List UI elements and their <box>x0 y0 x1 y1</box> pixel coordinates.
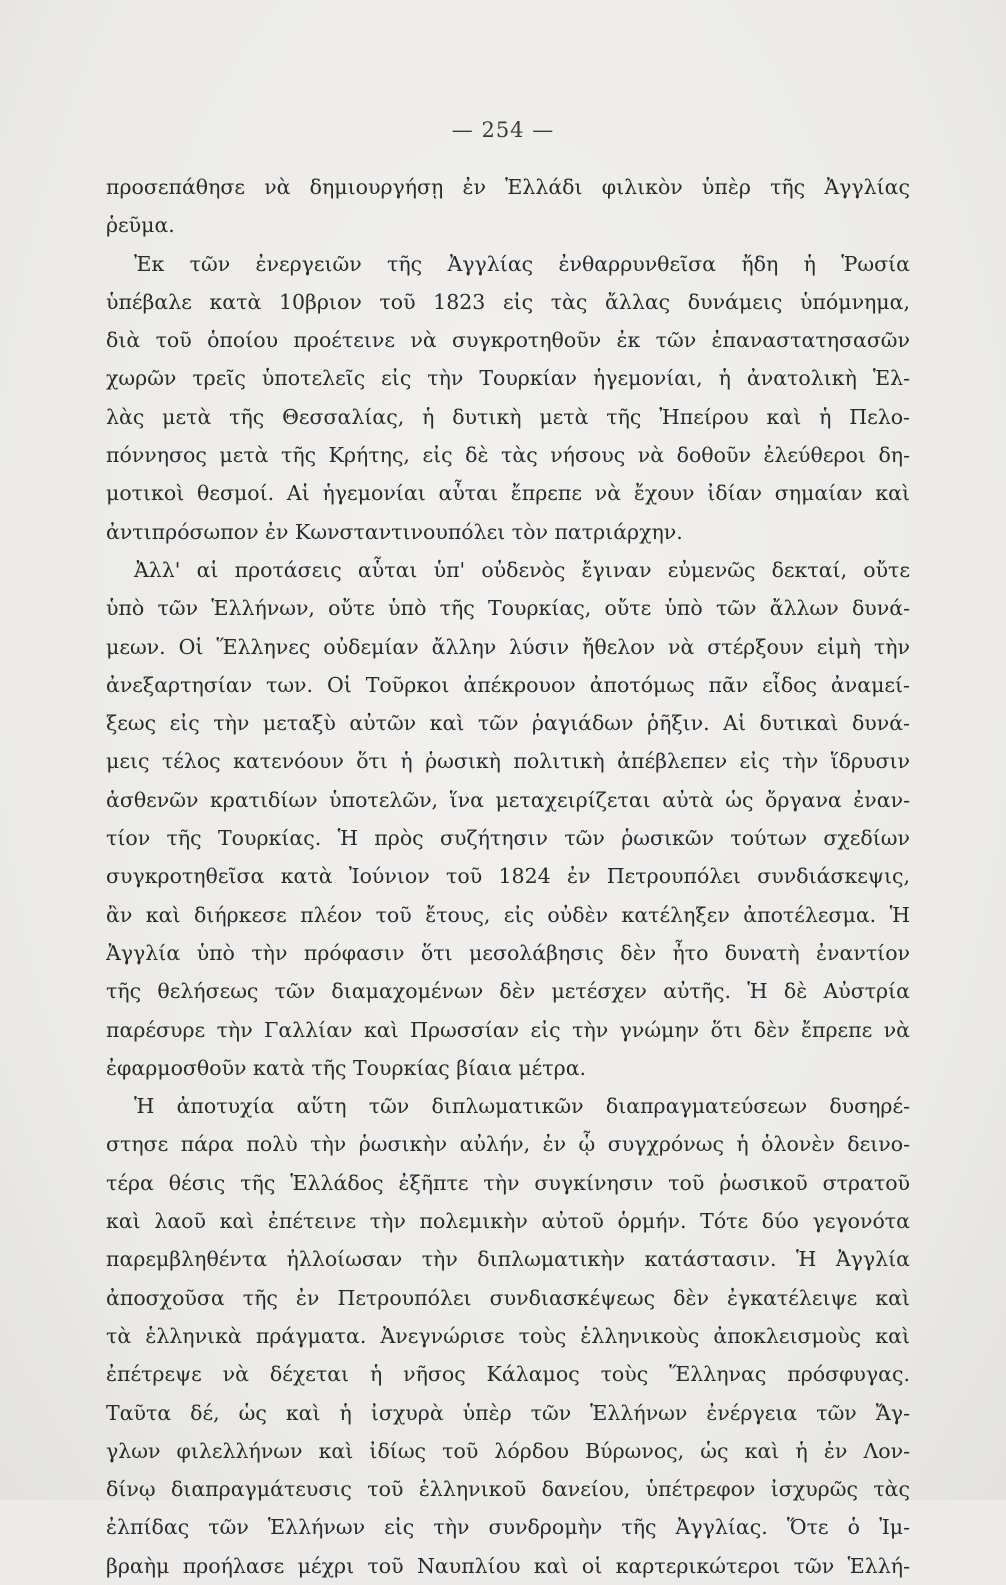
text-line: ἀνεξαρτησίαν των. Οἱ Τοῦρκοι ἀπέκρουον ἀποτόμως πᾶν εἶδος ἀναμεί- <box>106 672 910 697</box>
text-line: τέρα θέσις τῆς Ἑλλάδος ἐξῆπτε τὴν συγκίνησιν τοῦ ῥωσικοῦ στρατοῦ <box>106 1170 910 1195</box>
page-number: — 254 — <box>451 118 555 142</box>
text-line: Ταῦτα δέ, ὡς καὶ ἡ ἰσχυρὰ ὑπὲρ τῶν Ἑλλήνων ἐνέργεια τῶν Ἄγ- <box>106 1400 910 1425</box>
text-line: παρεμβληθέντα ἠλλοίωσαν τὴν διπλωματικὴν κατάστασιν. Ἡ Ἀγγλία <box>106 1247 910 1272</box>
text-line: Ἡ ἀποτυχία αὕτη τῶν διπλωματικῶν διαπραγματεύσεων δυσηρέ- <box>134 1094 910 1119</box>
text-line: ἐπέτρεψε νὰ δέχεται ἡ νῆσος Κάλαμος τοὺς Ἕλληνας πρόσφυγας. <box>106 1362 910 1387</box>
text-line: συγκροτηθεῖσα κατὰ Ἰούνιον τοῦ 1824 ἐν Πετρουπόλει συνδιάσκεψις, <box>106 864 910 889</box>
text-line: στησε πάρα πολὺ τὴν ῥωσικὴν αὐλήν, ἐν ᾧ συγχρόνως ἡ ὁλονὲν δεινο- <box>106 1132 910 1157</box>
text-line: τὰ ἑλληνικὰ πράγματα. Ἀνεγνώρισε τοὺς ἑλληνικοὺς ἀποκλεισμοὺς καὶ <box>106 1323 910 1348</box>
text-line: Ἐκ τῶν ἐνεργειῶν τῆς Ἀγγλίας ἐνθαρρυνθεῖσα ἤδη ἡ Ῥωσία <box>134 251 910 276</box>
text-line: διὰ τοῦ ὁποίου προέτεινε νὰ συγκροτηθοῦν ἐκ τῶν ἐπαναστατησασῶν <box>106 328 910 353</box>
text-line: ἀσθενῶν κρατιδίων ὑποτελῶν, ἵνα μεταχειρίζεται αὐτὰ ὡς ὄργανα ἐναν- <box>106 787 910 812</box>
text-line: ἂν καὶ διήρκεσε πλέον τοῦ ἔτους, εἰς οὐδὲν κατέληξεν ἀποτέλεσμα. Ἡ <box>106 902 910 927</box>
text-line: ξεως εἰς τὴν μεταξὺ αὐτῶν καὶ τῶν ῥαγιάδων ῥῆξιν. Αἱ δυτικαὶ δυνά- <box>106 711 910 736</box>
text-line: μοτικοὶ θεσμοί. Αἱ ἡγεμονίαι αὗται ἔπρεπε νὰ ἔχουν ἰδίαν σημαίαν καὶ <box>106 481 910 506</box>
text-line: χωρῶν τρεῖς ὑποτελεῖς εἰς τὴν Τουρκίαν ἡγεμονίαι, ἡ ἀνατολικὴ Ἑλ- <box>106 366 910 391</box>
text-line: ῥεῦμα. <box>106 213 175 238</box>
text-line: βραὴμ προήλασε μέχρι τοῦ Ναυπλίου καὶ οἱ καρτερικώτεροι τῶν Ἑλλή- <box>106 1553 910 1578</box>
text-line: ὑπὸ τῶν Ἑλλήνων, οὔτε ὑπὸ τῆς Τουρκίας, οὔτε ὑπὸ τῶν ἄλλων δυνά- <box>106 596 910 621</box>
text-line: καὶ λαοῦ καὶ ἐπέτεινε τὴν πολεμικὴν αὐτοῦ ὁρμήν. Τότε δύο γεγονότα <box>106 1209 910 1234</box>
text-line: ἀντιπρόσωπον ἐν Κωνσταντινουπόλει τὸν πατριάρχην. <box>106 519 683 544</box>
text-line: λὰς μετὰ τῆς Θεσσαλίας, ἡ δυτικὴ μετὰ τῆς Ἠπείρου καὶ ἡ Πελο- <box>106 404 910 429</box>
text-line: πόννησος μετὰ τῆς Κρήτης, εἰς δὲ τὰς νήσους νὰ δοθοῦν ἐλεύθεροι δη- <box>106 443 910 468</box>
text-line: μεις τέλος κατενόουν ὅτι ἡ ῥωσικὴ πολιτικὴ ἀπέβλεπεν εἰς τὴν ἵδρυσιν <box>106 749 910 774</box>
text-line: Ἀγγλία ὑπὸ τὴν πρόφασιν ὅτι μεσολάβησις δὲν ἦτο δυνατὴ ἐναντίον <box>106 940 910 965</box>
text-line: ἐλπίδας τῶν Ἑλλήνων εἰς τὴν συνδρομὴν τῆς Ἀγγλίας. Ὅτε ὁ Ἰμ- <box>106 1515 910 1540</box>
text-line: Ἀλλ' αἱ προτάσεις αὗται ὑπ' οὐδενὸς ἔγιναν εὐμενῶς δεκταί, οὔτε <box>134 557 910 582</box>
text-line: τῆς θελήσεως τῶν διαμαχομένων δὲν μετέσχεν αὐτῆς. Ἡ δὲ Αὐστρία <box>106 979 910 1004</box>
text-line: γλων φιλελλήνων καὶ ἰδίως τοῦ λόρδου Βύρωνος, ὡς καὶ ἡ ἐν Λον- <box>106 1438 910 1463</box>
text-line: ὑπέβαλε κατὰ 10βριον τοῦ 1823 εἰς τὰς ἄλλας δυνάμεις ὑπόμνημα, <box>106 289 910 314</box>
text-line: προσεπάθησε νὰ δημιουργήσῃ ἐν Ἑλλάδι φιλικὸν ὑπὲρ τῆς Ἀγγλίας <box>106 175 910 199</box>
text-line: παρέσυρε τὴν Γαλλίαν καὶ Πρωσσίαν εἰς τὴν γνώμην ὅτι δὲν ἔπρεπε νὰ <box>106 1017 910 1042</box>
body-text <box>106 168 910 1585</box>
text-line: δίνῳ διαπραγμάτευσις τοῦ ἑλληνικοῦ δανείου, ὑπέτρεφον ἰσχυρῶς τὰς <box>106 1477 910 1502</box>
text-line: τίον τῆς Τουρκίας. Ἡ πρὸς συζήτησιν τῶν ῥωσικῶν τούτων σχεδίων <box>106 826 910 851</box>
text-line: ἀποσχοῦσα τῆς ἐν Πετρουπόλει συνδιασκέψεως δὲν ἐγκατέλειψε καὶ <box>106 1285 910 1310</box>
text-line: μεων. Οἱ Ἕλληνες οὐδεμίαν ἄλλην λύσιν ἤθελον νὰ στέρξουν εἰμὴ τὴν <box>106 634 910 659</box>
text-line: ἐφαρμοσθοῦν κατὰ τῆς Τουρκίας βίαια μέτρα. <box>106 1055 587 1080</box>
